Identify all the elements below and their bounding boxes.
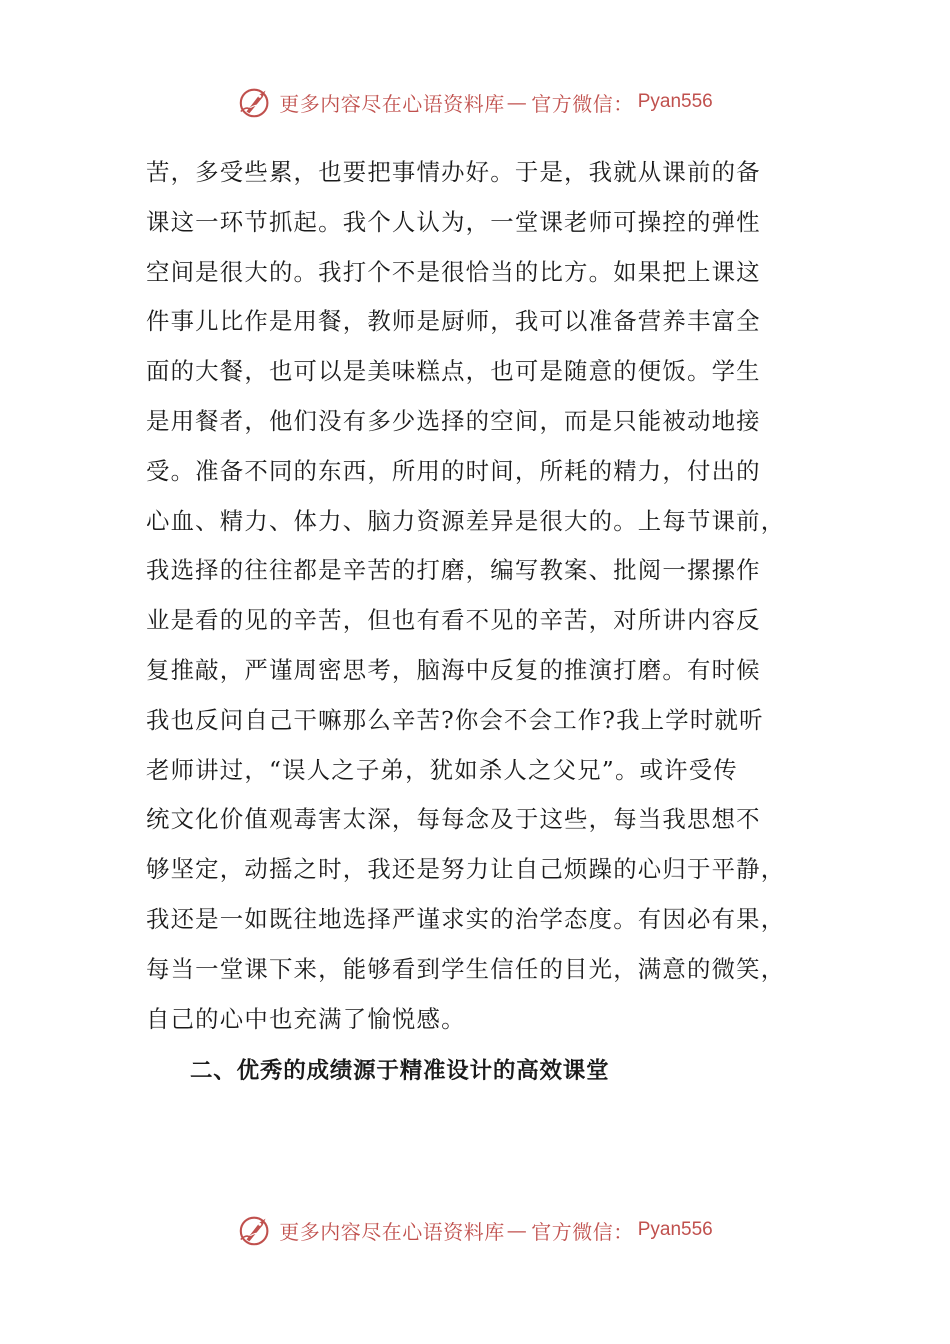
text-line: 是用餐者，他们没有多少选择的空间，而是只能被动地接 [146, 406, 761, 435]
banner-wechat-label: 官方微信： [531, 1219, 634, 1244]
text-line: 每当一堂课下来，能够看到学生信任的目光，满意的微笑， [146, 954, 786, 983]
banner-dash: — [506, 1218, 528, 1242]
text-line: 课这一环节抓起。我个人认为，一堂课老师可操控的弹性 [146, 207, 761, 236]
text-line: 复推敲，严谨周密思考，脑海中反复的推演打磨。有时候 [146, 655, 761, 684]
pen-nib-logo-icon [237, 1211, 275, 1249]
banner-wechat-id: Pyan556 [637, 91, 713, 112]
text-line: 苦，多受些累，也要把事情办好。于是，我就从课前的备 [146, 158, 761, 186]
section-heading: 二、优秀的成绩源于精准设计的高效课堂 [190, 1058, 610, 1084]
text-line: 够坚定，动摇之时，我还是努力让自己烦躁的心归于平静， [146, 855, 786, 884]
text-line: 件事儿比作是用餐，教师是厨师，我可以准备营养丰富全 [146, 307, 761, 336]
header-banner [0, 80, 950, 124]
banner-wechat-label: 官方微信： [531, 91, 634, 116]
footer-banner [0, 1208, 950, 1252]
text-line: 心血、精力、体力、脑力资源差异是很大的。上每节课前， [146, 506, 786, 535]
text-line: 统文化价值观毒害太深，每每念及于这些，每当我思想不 [146, 805, 761, 834]
banner-title: 更多内容尽在心语资料库 [279, 91, 505, 116]
text-line: 业是看的见的辛苦，但也有看不见的辛苦，对所讲内容反 [146, 606, 761, 635]
text-line: 老师讲过，“误人之子弟，犹如杀人之父兄”。或许受传 [146, 755, 738, 784]
text-line: 受。准备不同的东西，所用的时间，所耗的精力，付出的 [146, 456, 761, 485]
text-line: 空间是很大的。我打个不是很恰当的比方。如果把上课这 [146, 257, 761, 286]
text-line: 面的大餐，也可以是美味糕点，也可是随意的便饭。学生 [146, 357, 761, 386]
text-line: 我也反问自己干嘛那么辛苦?你会不会工作?我上学时就听 [146, 705, 764, 734]
text-line: 自己的心中也充满了愉悦感。 [146, 1004, 466, 1033]
banner-title: 更多内容尽在心语资料库 [279, 1219, 505, 1244]
banner-dash: — [506, 90, 528, 114]
pen-nib-logo-icon [237, 83, 275, 121]
text-line: 我还是一如既往地选择严谨求实的治学态度。有因必有果， [146, 904, 786, 933]
body-text [146, 148, 806, 1044]
text-line: 我选择的往往都是辛苦的打磨，编写教案、批阅一摞摞作 [146, 556, 761, 585]
banner-wechat-id: Pyan556 [637, 1219, 713, 1240]
